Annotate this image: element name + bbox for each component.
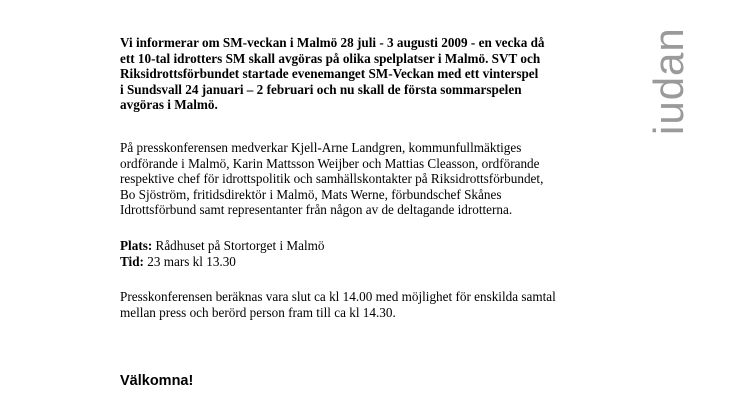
side-label-text: iudan: [645, 27, 692, 135]
lead-line: i Sundsvall 24 januari – 2 februari och nu skall de första sommarspelen: [120, 81, 522, 97]
schedule-line: mellan press och berörd person fram till ca kl 14.30.: [120, 304, 396, 320]
lead-line: avgöras i Malmö.: [120, 97, 218, 113]
participants-line: respektive chef för idrottspolitik och samhällskontakter på Riksidrottsförbundet,: [120, 171, 544, 187]
lead-line: ett 10-tal idrotters SM skall avgöras på olika spelplatser i Malmö. SVT och: [120, 50, 541, 66]
time-value: 23 mars kl 13.30: [143, 253, 236, 269]
place-row: [120, 238, 620, 254]
welcome-heading: Välkomna!: [120, 373, 194, 389]
side-label: [645, 0, 692, 135]
lead-line: Riksidrottsförbundet startade evenemanget SM-Veckan med ett vinterspel: [120, 66, 539, 82]
participants-paragraph: [120, 140, 620, 218]
time-row: [120, 254, 620, 270]
press-release-body: [120, 35, 620, 389]
participants-line: På presskonferensen medverkar Kjell-Arne Landgren, kommunfullmäktiges: [120, 140, 522, 155]
lead-line: Vi informerar om SM-veckan i Malmö 28 juli - 3 augusti 2009 - en vecka då: [120, 35, 545, 50]
event-details: [120, 238, 620, 269]
schedule-line: Presskonferensen beräknas vara slut ca kl 14.00 med möjlighet för enskilda samtal: [120, 289, 556, 304]
schedule-paragraph: [120, 289, 620, 320]
place-value: Rådhuset på Stortorget i Malmö: [152, 238, 325, 253]
place-label: Plats:: [120, 238, 153, 253]
time-label: Tid:: [120, 253, 144, 269]
participants-line: Idrottsförbund samt representanter från någon av de deltagande idrotterna.: [120, 202, 513, 218]
lead-paragraph: [120, 35, 620, 113]
participants-line: ordförande i Malmö, Karin Mattsson Weijber och Mattias Cleasson, ordförande: [120, 155, 540, 171]
participants-line: Bo Sjöström, fritidsdirektör i Malmö, Mats Werne, förbundschef Skånes: [120, 186, 502, 202]
